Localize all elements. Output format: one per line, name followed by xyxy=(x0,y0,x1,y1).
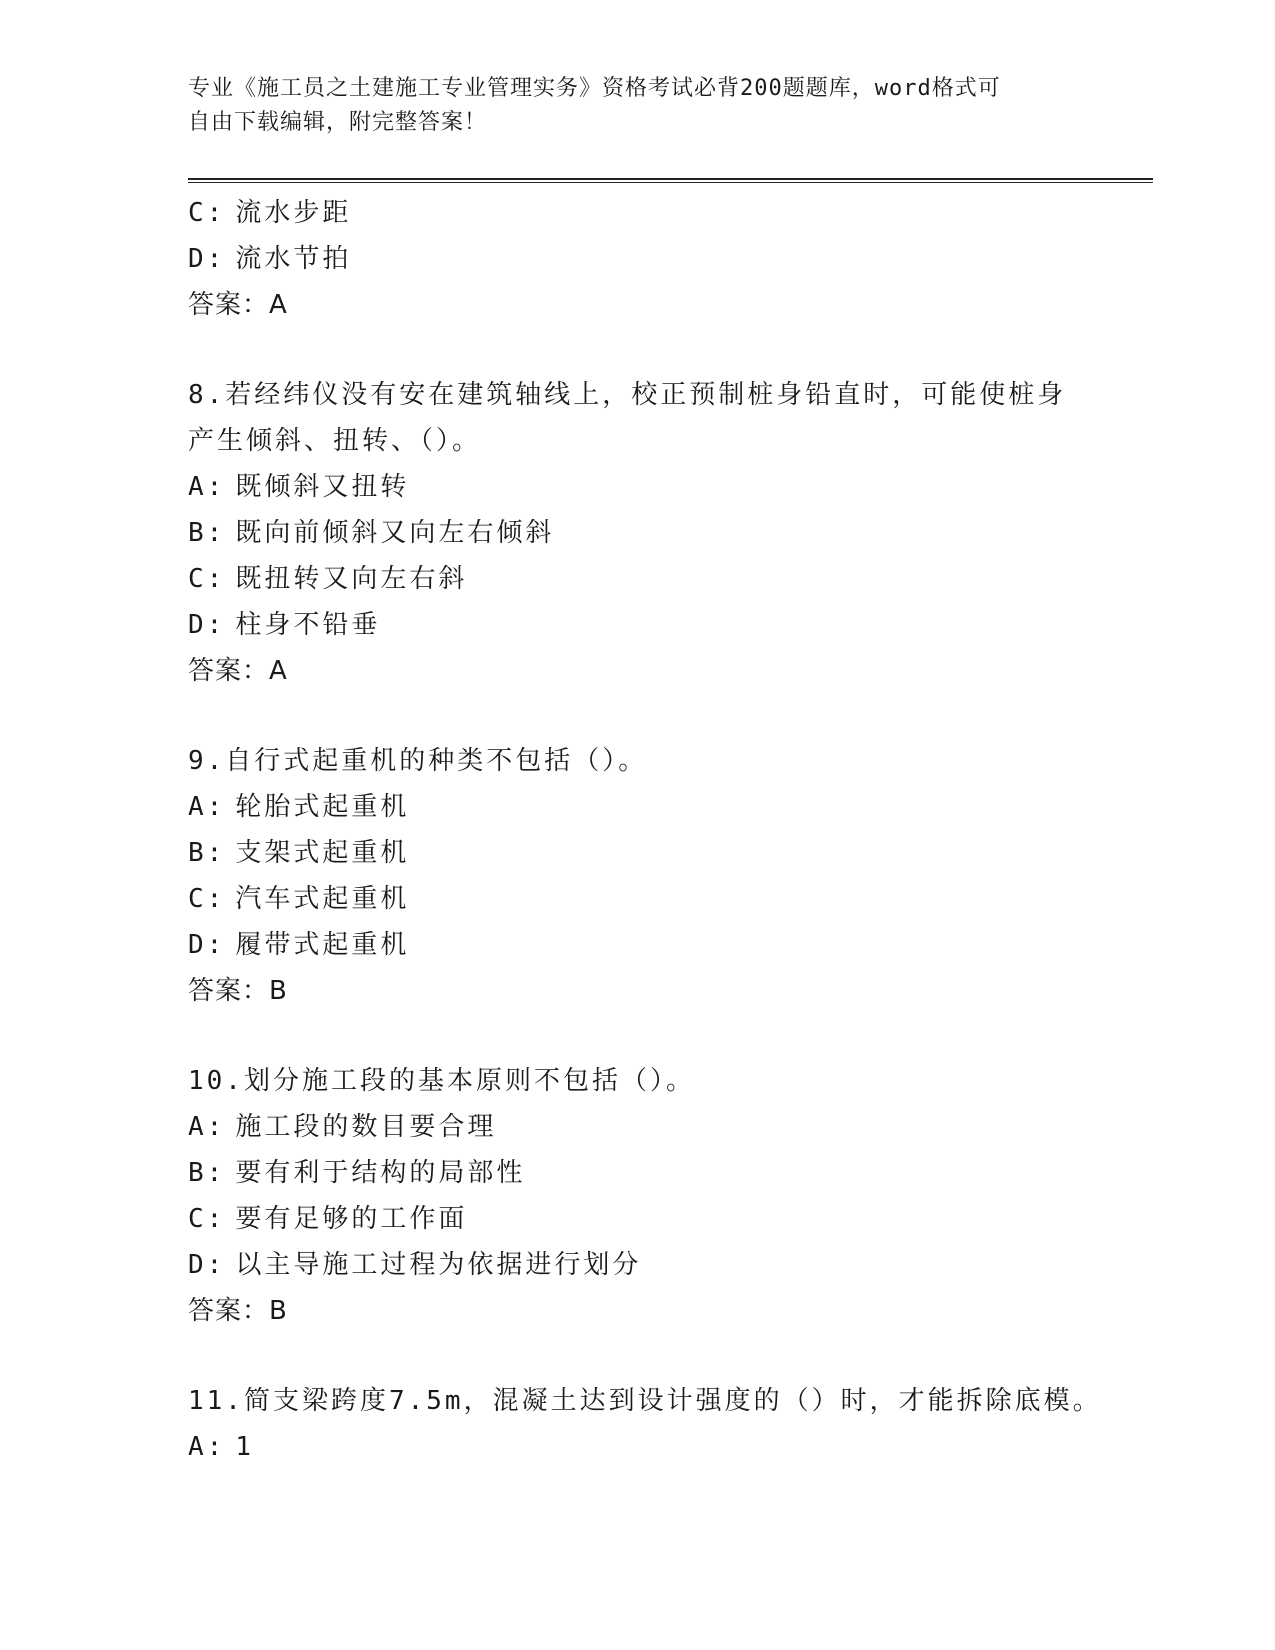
option-a xyxy=(188,464,1148,510)
question-list xyxy=(188,190,1148,1470)
option-text: 轮胎式起重机 xyxy=(235,792,410,822)
question-block-7 xyxy=(188,190,1148,328)
option-text: 履带式起重机 xyxy=(235,930,410,960)
question-block-10 xyxy=(188,1058,1148,1334)
spacer xyxy=(188,328,1148,372)
spacer xyxy=(188,1334,1148,1378)
option-d xyxy=(188,236,1148,282)
option-text: 汽车式起重机 xyxy=(235,884,410,914)
option-key: C: xyxy=(188,198,226,228)
option-key: B: xyxy=(188,1158,226,1188)
question-stem: 11.简支梁跨度7.5m，混凝土达到设计强度的（）时，才能拆除底模。 xyxy=(188,1386,1102,1416)
option-d xyxy=(188,1242,1148,1288)
option-c xyxy=(188,876,1148,922)
option-text: 既扭转又向左右斜 xyxy=(235,564,468,594)
option-c xyxy=(188,190,1148,236)
option-b xyxy=(188,510,1148,556)
option-key: B: xyxy=(188,518,226,548)
option-key: D: xyxy=(188,610,226,640)
question-block-11 xyxy=(188,1378,1148,1470)
answer-line: 答案：B xyxy=(188,1296,288,1326)
option-text: 支架式起重机 xyxy=(235,838,410,868)
option-text: 要有足够的工作面 xyxy=(235,1204,468,1234)
option-key: A: xyxy=(188,472,226,502)
answer-line: 答案：A xyxy=(188,656,288,686)
option-a xyxy=(188,1104,1148,1150)
option-key: D: xyxy=(188,1250,226,1280)
header-line-1: 专业《施工员之土建施工专业管理实务》资格考试必背200题题库，word格式可 xyxy=(188,76,1001,101)
option-c xyxy=(188,556,1148,602)
header-divider xyxy=(188,178,1153,183)
option-a xyxy=(188,784,1148,830)
option-a xyxy=(188,1424,1148,1470)
option-text: 以主导施工过程为依据进行划分 xyxy=(235,1250,642,1280)
question-stem: 9.自行式起重机的种类不包括（）。 xyxy=(188,746,648,776)
option-key: A: xyxy=(188,792,226,822)
option-b xyxy=(188,1150,1148,1196)
option-text: 流水节拍 xyxy=(235,244,352,274)
option-key: D: xyxy=(188,930,226,960)
answer-line: 答案：B xyxy=(188,976,288,1006)
option-key: B: xyxy=(188,838,226,868)
question-stem: 10.划分施工段的基本原则不包括（）。 xyxy=(188,1066,695,1096)
option-key: D: xyxy=(188,244,226,274)
option-key: C: xyxy=(188,884,226,914)
document-header xyxy=(188,72,1088,140)
spacer xyxy=(188,694,1148,738)
question-stem-cont: 产生倾斜、扭转、（）。 xyxy=(188,426,482,456)
option-text: 柱身不铅垂 xyxy=(235,610,381,640)
spacer xyxy=(188,1014,1148,1058)
option-d xyxy=(188,602,1148,648)
question-stem: 8.若经纬仪没有安在建筑轴线上，校正预制桩身铅直时，可能使桩身 xyxy=(188,380,1067,410)
option-text: 流水步距 xyxy=(235,198,352,228)
header-line-2: 自由下载编辑，附完整答案！ xyxy=(188,110,488,135)
option-key: C: xyxy=(188,564,226,594)
option-d xyxy=(188,922,1148,968)
answer-line: 答案：A xyxy=(188,290,288,320)
question-block-9 xyxy=(188,738,1148,1014)
option-text: 1 xyxy=(235,1432,254,1462)
option-text: 要有利于结构的局部性 xyxy=(235,1158,526,1188)
option-key: A: xyxy=(188,1112,226,1142)
option-c xyxy=(188,1196,1148,1242)
option-text: 既倾斜又扭转 xyxy=(235,472,410,502)
question-block-8 xyxy=(188,372,1148,694)
option-text: 既向前倾斜又向左右倾斜 xyxy=(235,518,555,548)
option-key: C: xyxy=(188,1204,226,1234)
option-key: A: xyxy=(188,1432,226,1462)
option-text: 施工段的数目要合理 xyxy=(235,1112,497,1142)
option-b xyxy=(188,830,1148,876)
